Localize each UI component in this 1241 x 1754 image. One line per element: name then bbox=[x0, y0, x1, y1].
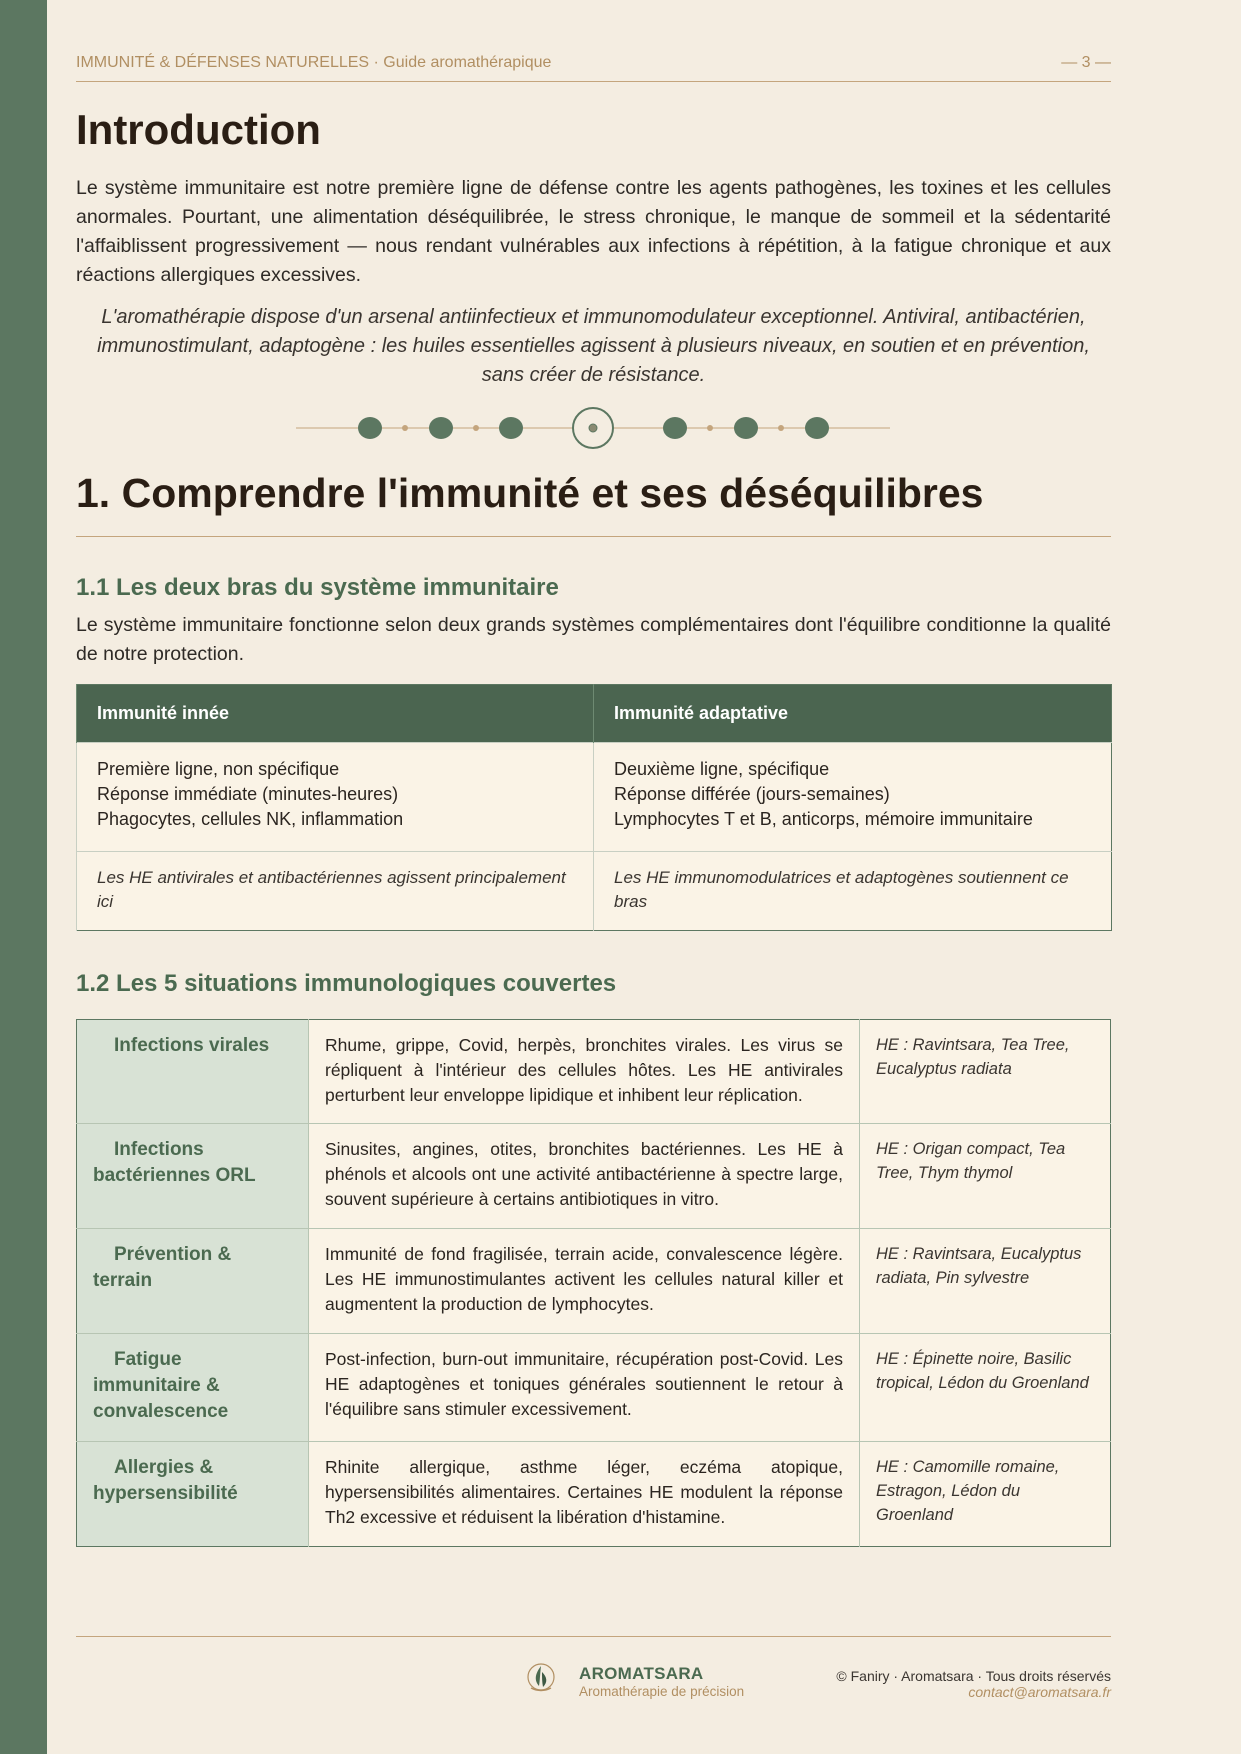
subsection-1-1-title: 1.1 Les deux bras du système immunitaire bbox=[76, 574, 559, 601]
brand-block bbox=[579, 1664, 744, 1699]
situation-name: Fatigue immunitaire & convalescence bbox=[77, 1334, 309, 1442]
adaptive-characteristics bbox=[594, 743, 1112, 852]
situations-table bbox=[76, 1019, 1111, 1547]
table-row bbox=[77, 1020, 1111, 1124]
intro-title: Introduction bbox=[76, 106, 321, 153]
innate-line: Première ligne, non spécifique bbox=[97, 759, 340, 779]
situation-name: Allergies & hypersensibilité bbox=[77, 1442, 309, 1547]
situation-essential-oils: HE : Épinette noire, Basilic tropical, Lédon du Groenland bbox=[860, 1334, 1111, 1442]
table-row bbox=[77, 1442, 1111, 1547]
innate-line: Réponse immédiate (minutes-heures) bbox=[97, 784, 399, 804]
header-innate-immunity: Immunité innée bbox=[77, 685, 594, 743]
adaptive-line: Réponse différée (jours-semaines) bbox=[614, 784, 890, 804]
subsection-1-2-title: 1.2 Les 5 situations immunologiques couvertes bbox=[76, 970, 617, 997]
adaptive-line: Lymphocytes T et B, anticorps, mémoire immunitaire bbox=[614, 809, 1033, 829]
header-adaptive-immunity: Immunité adaptative bbox=[594, 685, 1112, 743]
situation-description: Rhume, grippe, Covid, herpès, bronchites virales. Les virus se répliquent à l'intérieur des cellules hôtes. Les HE antivirales perturbent leur enveloppe lipidique et inhibent leur réplication. bbox=[309, 1020, 860, 1124]
situation-name: Infections virales bbox=[77, 1020, 309, 1124]
page-number: — 3 — bbox=[1061, 54, 1111, 71]
situation-description: Immunité de fond fragilisée, terrain acide, convalescence légère. Les HE immunostimulantes activent les cellules natural killer et augmentent la production de lymphocytes. bbox=[309, 1229, 860, 1334]
situation-description: Sinusites, angines, otites, bronchites bactériennes. Les HE à phénols et alcools ont une activité antibactérienne à spectre large, souvent supérieure à certains antibiotiques in vitro. bbox=[309, 1124, 860, 1229]
intro-quote: L'aromathérapie dispose d'un arsenal antiinfectieux et immunomodulateur exceptionnel. Antiviral, antibactérien, immunostimulant, adaptogène : les huiles essentielles agissent à plusieurs niveaux, en soutien et en prévention, sans créer de résistance. bbox=[97, 306, 1090, 386]
dot-divider-ornament bbox=[296, 405, 890, 451]
brand-name: AROMATSARA bbox=[579, 1664, 704, 1683]
table-row bbox=[77, 1124, 1111, 1229]
running-header bbox=[76, 54, 1111, 72]
brand-tagline: Aromathérapie de précision bbox=[579, 1684, 745, 1699]
innate-characteristics bbox=[77, 743, 594, 852]
situation-essential-oils: HE : Ravintsara, Eucalyptus radiata, Pin sylvestre bbox=[860, 1229, 1111, 1334]
copyright-text: © Faniry · Aromatsara · Tous droits réservés bbox=[836, 1668, 1111, 1684]
running-title: IMMUNITÉ & DÉFENSES NATURELLES · Guide aromathérapique bbox=[76, 54, 552, 71]
situation-essential-oils: HE : Ravintsara, Tea Tree, Eucalyptus radiata bbox=[860, 1020, 1111, 1124]
situation-name: Infections bactériennes ORL bbox=[77, 1124, 309, 1229]
situation-description: Rhinite allergique, asthme léger, eczéma atopique, hypersensibilités alimentaires. Certaines HE modulent la réponse Th2 excessive et réduisent la libération d'histamine. bbox=[309, 1442, 860, 1547]
situation-name: Prévention & terrain bbox=[77, 1229, 309, 1334]
footer-divider bbox=[76, 1636, 1111, 1637]
intro-paragraph: Le système immunitaire est notre première ligne de défense contre les agents pathogènes, les toxines et les cellules anormales. Pourtant, une alimentation déséquilibrée, le stress chronique, le manque de sommeil et la sédentarité l'affaiblissent progressivement — nous rendant vulnérables aux infections à répétition, à la fatigue chronique et aux réactions allergiques excessives. bbox=[76, 177, 1111, 286]
innate-note: Les HE antivirales et antibactériennes agissent principalement ici bbox=[77, 852, 594, 931]
footer-copyright bbox=[836, 1668, 1111, 1700]
header-divider bbox=[76, 81, 1111, 82]
contact-email[interactable]: contact@aromatsara.fr bbox=[968, 1684, 1111, 1700]
situation-essential-oils: HE : Origan compact, Tea Tree, Thym thymol bbox=[860, 1124, 1111, 1229]
immunity-comparison-table bbox=[76, 684, 1112, 931]
side-color-bar bbox=[0, 0, 47, 1754]
table-row bbox=[77, 1229, 1111, 1334]
leaf-drop-icon bbox=[526, 1662, 556, 1694]
situation-description: Post-infection, burn-out immunitaire, récupération post-Covid. Les HE adaptogènes et toniques générales soutiennent le retour à l'équilibre sans stimuler excessivement. bbox=[309, 1334, 860, 1442]
table-row bbox=[77, 1334, 1111, 1442]
adaptive-note: Les HE immunomodulatrices et adaptogènes soutiennent ce bras bbox=[594, 852, 1112, 931]
section-1-title: 1. Comprendre l'immunité et ses déséquilibres bbox=[76, 470, 984, 516]
innate-line: Phagocytes, cellules NK, inflammation bbox=[97, 809, 404, 829]
subsection-1-1-text: Le système immunitaire fonctionne selon deux grands systèmes complémentaires dont l'équilibre conditionne la qualité de notre protection. bbox=[76, 614, 1111, 665]
situation-essential-oils: HE : Camomille romaine, Estragon, Lédon du Groenland bbox=[860, 1442, 1111, 1547]
adaptive-line: Deuxième ligne, spécifique bbox=[614, 759, 830, 779]
section-divider bbox=[76, 536, 1111, 537]
